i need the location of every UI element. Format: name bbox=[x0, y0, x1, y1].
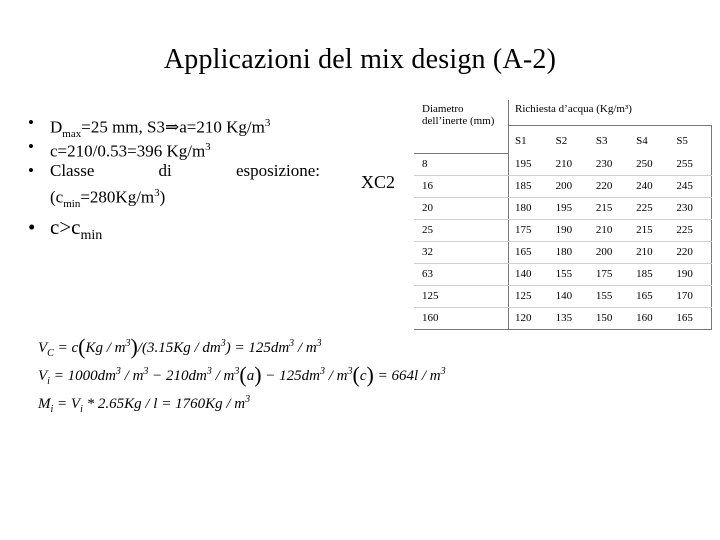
bullet-text: D bbox=[50, 117, 63, 137]
formula-text: / m bbox=[215, 368, 235, 384]
water-value-cell: 225 bbox=[670, 220, 711, 242]
bullet-subscript: min bbox=[63, 198, 81, 211]
bullet-text: =25 mm, S3⇒a=210 Kg/m bbox=[81, 117, 265, 137]
slide-title: Applicazioni del mix design (A-2) bbox=[163, 44, 557, 75]
formula-superscript: 3 bbox=[234, 366, 240, 377]
bullet-exposure-class bbox=[28, 160, 328, 211]
water-value-cell: 155 bbox=[590, 286, 630, 308]
formula-text: = 664l / m bbox=[377, 368, 441, 384]
table-row bbox=[414, 154, 712, 176]
table-row bbox=[414, 242, 712, 264]
water-value-cell: 220 bbox=[670, 242, 711, 264]
water-value-cell: 135 bbox=[550, 308, 590, 330]
bullet-superscript: 3 bbox=[264, 117, 271, 129]
formula-superscript: 3 bbox=[206, 366, 212, 377]
formula-text: * 2.65Kg / l = 1760Kg / m bbox=[86, 396, 246, 412]
slump-class-header: S3 bbox=[595, 135, 608, 147]
diameter-cell: 20 bbox=[414, 198, 509, 220]
water-value-cell: 165 bbox=[670, 308, 711, 330]
water-value-cell: 155 bbox=[550, 264, 590, 286]
bullet-subscript: max bbox=[62, 128, 82, 141]
water-value-cell: 255 bbox=[670, 154, 711, 176]
diameter-cell: 25 bbox=[414, 220, 509, 242]
formula-text: ) = 125dm bbox=[225, 340, 290, 356]
formula-text: /(3.15Kg / dm bbox=[137, 340, 221, 356]
formula-subscript: i bbox=[47, 376, 50, 387]
water-demand-header: Richiesta d’acqua (Kg/m³) bbox=[509, 100, 712, 126]
formula-superscript: 3 bbox=[316, 338, 322, 349]
bullet-cmin bbox=[28, 214, 328, 249]
diameter-cell: 32 bbox=[414, 242, 509, 264]
water-value-cell: 200 bbox=[550, 176, 590, 198]
water-value-cell: 195 bbox=[550, 198, 590, 220]
bullet-text: c=210/0.53=396 Kg/m bbox=[50, 141, 206, 161]
formula-text: V bbox=[38, 368, 48, 384]
formula-superscript: 3 bbox=[115, 366, 121, 377]
bullet-list bbox=[28, 112, 328, 249]
water-value-cell: 175 bbox=[509, 220, 550, 242]
water-value-cell: 245 bbox=[670, 176, 711, 198]
table-header-row bbox=[414, 100, 712, 126]
bullet-text: esposizione: bbox=[235, 161, 320, 180]
table-row bbox=[414, 176, 712, 198]
formula-text: = 1000dm bbox=[53, 368, 116, 384]
table-row bbox=[414, 220, 712, 242]
water-value-cell: 225 bbox=[630, 198, 670, 220]
formula-vc: $V_C = c(Kg / m^3)/(3.15Kg / dm^3) = 125dm^3 / m^3$ bbox=[38, 334, 322, 359]
water-value-cell: 240 bbox=[630, 176, 670, 198]
diameter-cell: 160 bbox=[414, 308, 509, 330]
formula-superscript: 3 bbox=[143, 366, 149, 377]
table-row bbox=[414, 198, 712, 220]
table-row bbox=[414, 264, 712, 286]
water-value-cell: 120 bbox=[509, 308, 550, 330]
formula-subscript: i bbox=[80, 404, 83, 415]
diameter-cell: 125 bbox=[414, 286, 509, 308]
slump-class-header: S4 bbox=[636, 135, 648, 147]
slump-class-header: S2 bbox=[555, 135, 568, 147]
water-value-cell: 185 bbox=[509, 176, 550, 198]
water-value-cell: 190 bbox=[670, 264, 711, 286]
water-value-cell: 165 bbox=[630, 286, 670, 308]
bullet-dot: • bbox=[28, 137, 34, 156]
formula-text: c bbox=[359, 368, 367, 384]
bullet-text: ) bbox=[159, 187, 166, 207]
bullet-text: Classe bbox=[50, 161, 95, 180]
formula-block bbox=[38, 330, 446, 414]
formula-text: M bbox=[38, 396, 51, 412]
formula-superscript: 3 bbox=[245, 394, 251, 405]
bullet-dmax bbox=[28, 112, 328, 141]
diameter-cell: 63 bbox=[414, 264, 509, 286]
formula-text: − 210dm bbox=[152, 368, 207, 384]
formula-mi bbox=[38, 386, 446, 414]
water-value-cell: 140 bbox=[509, 264, 550, 286]
formula-superscript: 3 bbox=[440, 366, 446, 377]
bullet-superscript: 3 bbox=[154, 187, 160, 199]
bullet-line bbox=[50, 160, 320, 182]
formula-superscript: 3 bbox=[347, 366, 353, 377]
water-value-cell: 230 bbox=[590, 154, 630, 176]
formula-text: / m bbox=[297, 340, 317, 356]
water-value-cell: 175 bbox=[590, 264, 630, 286]
bullet-dot: • bbox=[28, 113, 34, 132]
water-value-cell: 165 bbox=[509, 242, 550, 264]
formula-subscript: C bbox=[47, 348, 54, 359]
formula-text: = V bbox=[57, 396, 81, 412]
exposure-class-label: XC2 bbox=[361, 172, 396, 192]
formula-superscript: 3 bbox=[220, 338, 226, 349]
water-value-cell: 210 bbox=[590, 220, 630, 242]
water-value-cell: 140 bbox=[550, 286, 590, 308]
bullet-line bbox=[50, 182, 328, 215]
formula-text: a bbox=[246, 368, 255, 384]
water-value-cell: 210 bbox=[630, 242, 670, 264]
diameter-cell: 8 bbox=[414, 154, 509, 176]
water-value-cell: 220 bbox=[590, 176, 630, 198]
water-value-cell: 215 bbox=[630, 220, 670, 242]
bullet-text: di bbox=[158, 161, 172, 180]
diameter-cell: 16 bbox=[414, 176, 509, 198]
water-value-cell: 180 bbox=[550, 242, 590, 264]
water-demand-table bbox=[414, 100, 712, 330]
bullet-text: =280Kg/m bbox=[80, 187, 155, 207]
formula-text: − 125dm bbox=[265, 368, 321, 384]
bullet-subscript: min bbox=[80, 228, 103, 244]
bullet-cement bbox=[28, 136, 328, 160]
bullet-text: c>c bbox=[50, 215, 81, 239]
formula-superscript: 3 bbox=[125, 338, 131, 349]
formula-text: / m bbox=[328, 368, 348, 384]
formula-vi: $V_i = 1000dm^3 / m^3 - 210dm^3 / m^3(a) - 125dm^3 / m^3(c) = 664l / m^3$ bbox=[38, 362, 446, 387]
slump-class-header: S5 bbox=[670, 126, 711, 154]
formula-subscript: i bbox=[50, 404, 54, 415]
water-value-cell: 200 bbox=[590, 242, 630, 264]
water-value-cell: 215 bbox=[590, 198, 630, 220]
water-value-cell: 125 bbox=[509, 286, 550, 308]
formula-text: V bbox=[38, 340, 48, 356]
bullet-superscript: 3 bbox=[205, 141, 211, 153]
table-row bbox=[414, 308, 712, 330]
diameter-header: Diametro dell’inerte (mm) bbox=[414, 100, 509, 154]
water-value-cell: 160 bbox=[630, 308, 670, 330]
water-value-cell: 170 bbox=[670, 286, 711, 308]
slump-class-header: S1 bbox=[515, 135, 527, 147]
bullet-dot: • bbox=[28, 215, 36, 239]
table-row bbox=[414, 286, 712, 308]
bullet-text: (c bbox=[50, 187, 64, 207]
formula-superscript: 3 bbox=[289, 338, 295, 349]
water-value-cell: 195 bbox=[509, 154, 550, 176]
formula-superscript: 3 bbox=[320, 366, 326, 377]
water-value-cell: 250 bbox=[630, 154, 670, 176]
water-value-cell: 190 bbox=[550, 220, 590, 242]
water-value-cell: 150 bbox=[590, 308, 630, 330]
formula-text: = c bbox=[57, 340, 79, 356]
formula-text: / m bbox=[124, 368, 144, 384]
bullet-dot: • bbox=[28, 161, 34, 180]
water-value-cell: 185 bbox=[630, 264, 670, 286]
formula-text: Kg / m bbox=[85, 340, 126, 356]
water-value-cell: 230 bbox=[670, 198, 711, 220]
water-value-cell: 180 bbox=[509, 198, 550, 220]
water-value-cell: 210 bbox=[550, 154, 590, 176]
